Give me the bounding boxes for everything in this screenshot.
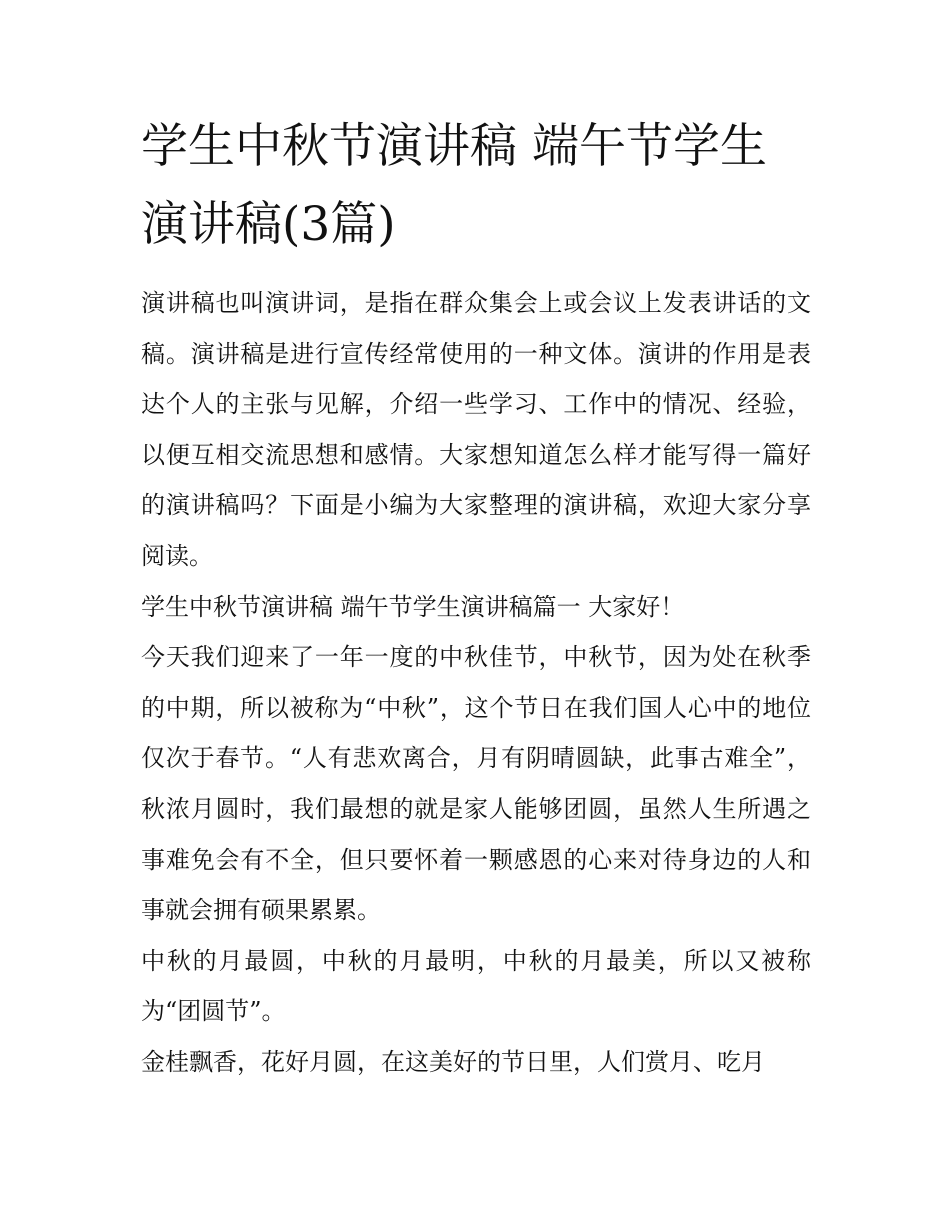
paragraph-osmanthus: 金桂飘香，花好月圆，在这美好的节日里，人们赏月、吃月 (141, 1047, 765, 1076)
document-body (141, 278, 811, 1088)
paragraph-mid-autumn: 今天我们迎来了一年一度的中秋佳节，中秋节，因为处在秋季的中期，所以被称为“中秋”，这个节日在我们国人心中的地位仅次于春节。“人有悲欢离合，月有阴晴圆缺，此事古难全”，秋浓月圆时，我们最想的就是家人能够团圆，虽然人生所遇之事难免会有不全，但只要怀着一颗感恩的心来对待身边的人和事就会拥有硕果累累。 (141, 643, 811, 925)
document-page (141, 108, 811, 1088)
paragraph-heading-part1: 学生中秋节演讲稿 端午节学生演讲稿篇一 大家好！ (141, 592, 685, 621)
document-title: 学生中秋节演讲稿 端午节学生演讲稿(3篇) (141, 119, 767, 252)
paragraph-intro: 演讲稿也叫演讲词，是指在群众集会上或会议上发表讲话的文稿。演讲稿是进行宣传经常使用的一种文体。演讲的作用是表达个人的主张与见解，介绍一些学习、工作中的情况、经验，以便互相交流思想和感情。大家想知道怎么样才能写得一篇好的演讲稿吗？下面是小编为大家整理的演讲稿，欢迎大家分享阅读。 (141, 289, 811, 570)
paragraph-reunion: 中秋的月最圆，中秋的月最明，中秋的月最美，所以又被称为“团圆节”。 (141, 946, 811, 1026)
